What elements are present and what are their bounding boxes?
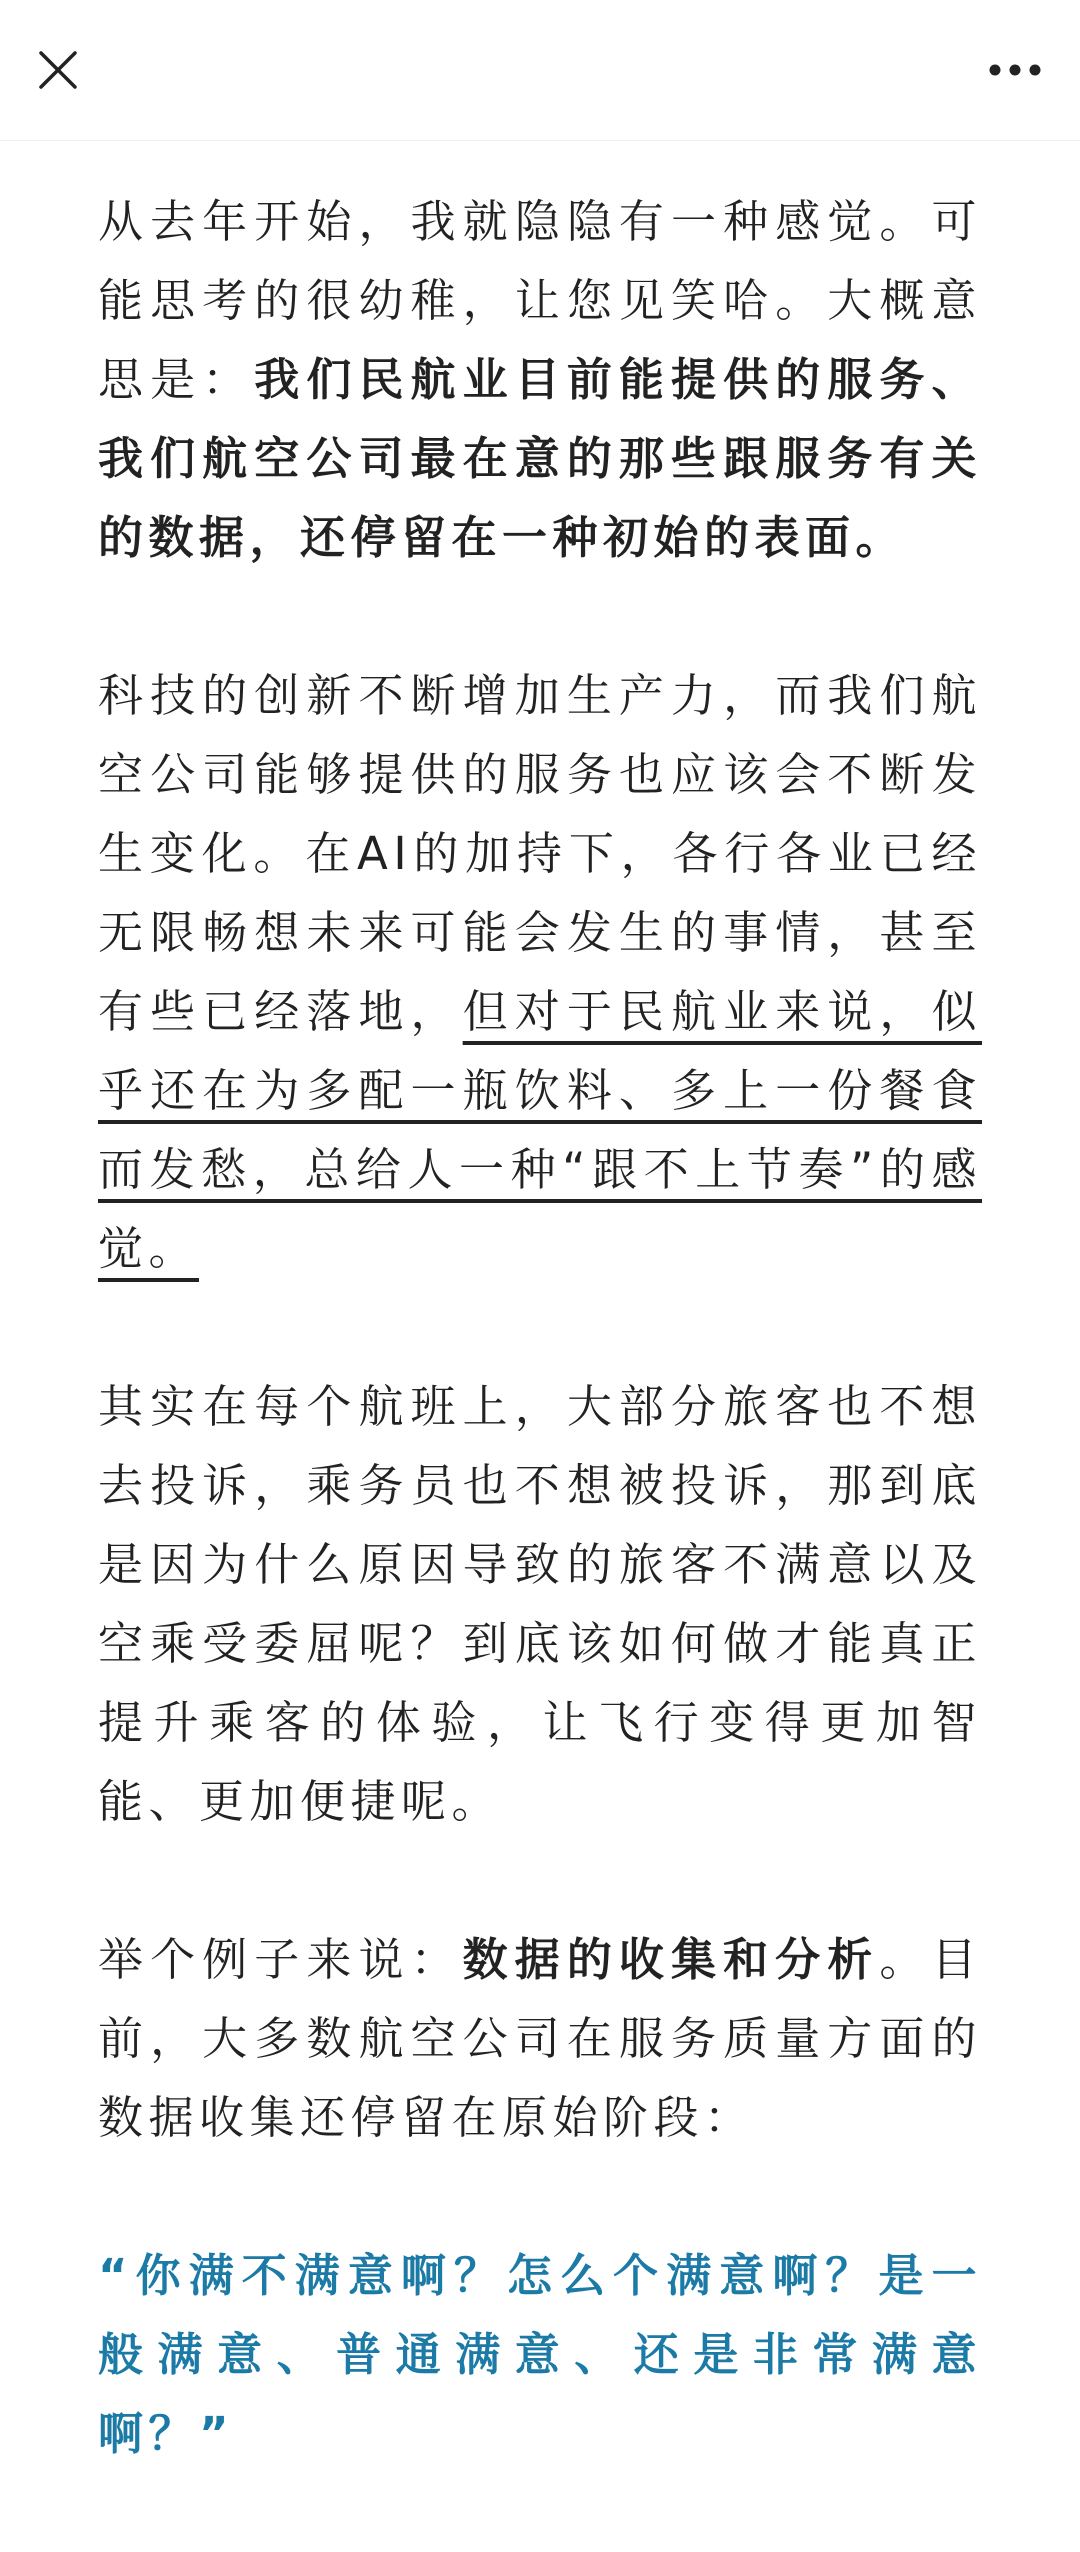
paragraph-1-bold: 我们民航业目前能提供的服务、我们航空公司最在意的那些跟服务有关的数据，还停留在一种初始的表面。 [98, 353, 982, 564]
quote-paragraph: “你满不满意啊？怎么个满意啊？是一般满意、普通满意、还是非常满意啊？” [98, 2249, 982, 2460]
paragraph-1 [98, 182, 982, 577]
paragraph-2-text: 科技的创新不断增加生产力，而我们航空公司能够提供的服务也应该会不断发生变化。在AI的加持下，各行各业已经无限畅想未来可能会发生的事情，甚至有些已经落地， [98, 669, 982, 1038]
paragraph-4 [98, 1920, 982, 2157]
more-icon [988, 62, 1042, 78]
top-bar [0, 0, 1080, 141]
close-icon [38, 50, 78, 90]
paragraph-1-text: 从去年开始，我就隐隐有一种感觉。可能思考的很幼稚，让您见笑哈。大概意思是： [98, 195, 982, 406]
paragraph-2-underlined: 但对于民航业来说，似乎还在为多配一瓶饮料、多上一份餐食而发愁，总给人一种“跟不上节奏”的感觉。 [98, 985, 982, 1275]
paragraph-4-prefix: 举个例子来说： [98, 1933, 463, 1986]
paragraph-2 [98, 656, 982, 1288]
more-options-button[interactable] [980, 42, 1050, 98]
paragraph-3 [98, 1367, 982, 1841]
close-button[interactable] [30, 42, 86, 98]
paragraph-4-bold: 数据的收集和分析 [462, 1933, 880, 1986]
paragraph-4-suffix: 。目前，大多数航空公司在服务质量方面的数据收集还停留在原始阶段： [98, 1933, 982, 2144]
article-body [98, 182, 982, 2552]
paragraph-3-text: 其实在每个航班上，大部分旅客也不想去投诉，乘务员也不想被投诉，那到底是因为什么原因导致的旅客不满意以及空乘受委屈呢？到底该如何做才能真正提升乘客的体验，让飞行变得更加智能、更加便捷呢。 [98, 1380, 982, 1828]
